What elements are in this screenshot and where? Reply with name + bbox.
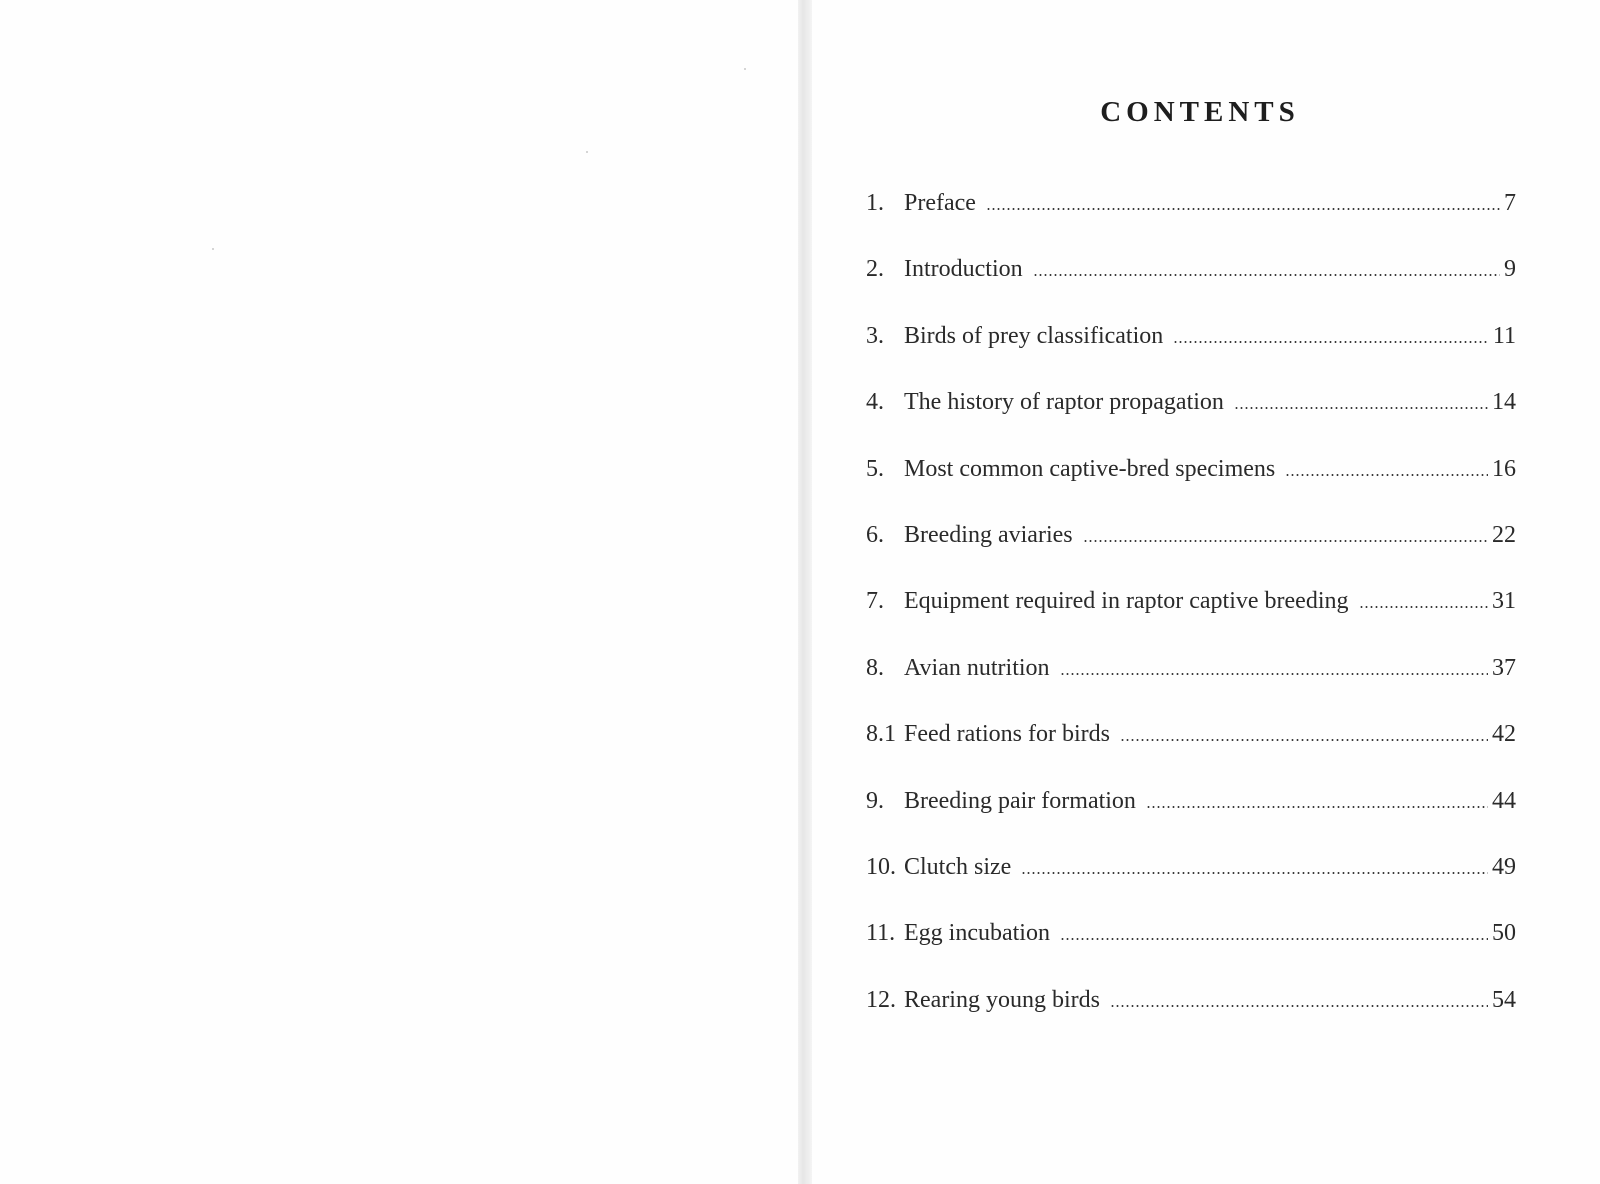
toc-entry-title: Most common captive-bred specimens xyxy=(904,455,1276,482)
toc-entry-number: 8.1 xyxy=(866,721,896,748)
toc-entry-title: Equipment required in raptor captive breeding xyxy=(904,588,1349,615)
toc-entry xyxy=(866,190,1516,256)
toc-entry xyxy=(866,655,1516,721)
toc-entry-page-number: 42 xyxy=(1492,721,1516,748)
toc-entry-number: 3. xyxy=(866,322,884,349)
toc-entry-title: Breeding pair formation xyxy=(904,787,1136,814)
toc-entry-page-number: 16 xyxy=(1492,455,1516,482)
toc-entry-page-number: 7 xyxy=(1504,190,1516,216)
contents-heading: CONTENTS xyxy=(1100,96,1300,128)
toc-entry xyxy=(866,389,1516,455)
toc-entry-page-number: 14 xyxy=(1492,389,1516,416)
toc-entry-page-number: 31 xyxy=(1492,588,1516,615)
toc-entry-page-number: 44 xyxy=(1492,787,1516,814)
toc-entry xyxy=(866,456,1516,522)
toc-entry-title: Clutch size xyxy=(904,853,1012,880)
toc-entry-title: Feed rations for birds xyxy=(904,721,1110,748)
toc-dot-leader xyxy=(1173,341,1489,343)
toc-entry xyxy=(866,256,1516,322)
toc-entry-number: 9. xyxy=(866,787,884,814)
toc-entry-title: Birds of prey classification xyxy=(904,322,1164,349)
toc-dot-leader xyxy=(1060,938,1488,940)
toc-entry-title: The history of raptor propagation xyxy=(904,389,1224,416)
toc-dot-leader xyxy=(1146,806,1488,808)
toc-dot-leader xyxy=(1033,274,1500,276)
toc-entry-page-number: 49 xyxy=(1492,853,1516,880)
toc-dot-leader xyxy=(1110,1005,1488,1007)
toc-entry-page-number: 50 xyxy=(1492,920,1516,947)
toc-entry-page-number: 54 xyxy=(1492,986,1516,1013)
toc-dot-leader xyxy=(1060,673,1488,675)
toc-entry xyxy=(866,588,1516,654)
toc-entry-page-number: 11 xyxy=(1492,322,1516,349)
toc-entry xyxy=(866,721,1516,787)
toc-dot-leader xyxy=(986,208,1500,210)
toc-entry xyxy=(866,854,1516,920)
paper-speck xyxy=(744,68,746,70)
toc-entry-number: 12. xyxy=(866,986,896,1013)
toc-entry-number: 1. xyxy=(866,190,884,216)
toc-dot-leader xyxy=(1083,540,1488,542)
toc-entry-number: 7. xyxy=(866,588,884,615)
toc-entry-page-number: 22 xyxy=(1492,521,1516,548)
toc-entry-title: Rearing young birds xyxy=(904,986,1100,1013)
toc-entry-number: 11. xyxy=(866,920,896,947)
toc-entry-title: Introduction xyxy=(904,256,1023,283)
toc-entry-number: 4. xyxy=(866,389,884,416)
toc-entry-title: Preface xyxy=(904,190,976,216)
paper-speck xyxy=(212,248,214,250)
paper-speck xyxy=(586,151,588,153)
table-of-contents xyxy=(866,190,1516,1053)
toc-dot-leader xyxy=(1359,606,1488,608)
toc-entry xyxy=(866,522,1516,588)
toc-entry-number: 5. xyxy=(866,455,884,482)
toc-dot-leader xyxy=(1285,474,1488,476)
toc-entry-title: Breeding aviaries xyxy=(904,521,1073,548)
toc-entry-number: 6. xyxy=(866,521,884,548)
toc-entry-number: 8. xyxy=(866,654,884,681)
toc-entry xyxy=(866,788,1516,854)
toc-entry-number: 10. xyxy=(866,853,896,880)
toc-dot-leader xyxy=(1120,739,1488,741)
toc-entry-page-number: 9 xyxy=(1504,256,1516,283)
toc-entry-page-number: 37 xyxy=(1492,654,1516,681)
book-gutter xyxy=(798,0,812,1184)
toc-entry xyxy=(866,987,1516,1053)
toc-entry-title: Egg incubation xyxy=(904,920,1050,947)
toc-entry-title: Avian nutrition xyxy=(904,654,1050,681)
toc-dot-leader xyxy=(1021,872,1488,874)
toc-entry-number: 2. xyxy=(866,256,884,283)
toc-entry xyxy=(866,920,1516,986)
toc-entry xyxy=(866,323,1516,389)
toc-dot-leader xyxy=(1234,407,1488,409)
